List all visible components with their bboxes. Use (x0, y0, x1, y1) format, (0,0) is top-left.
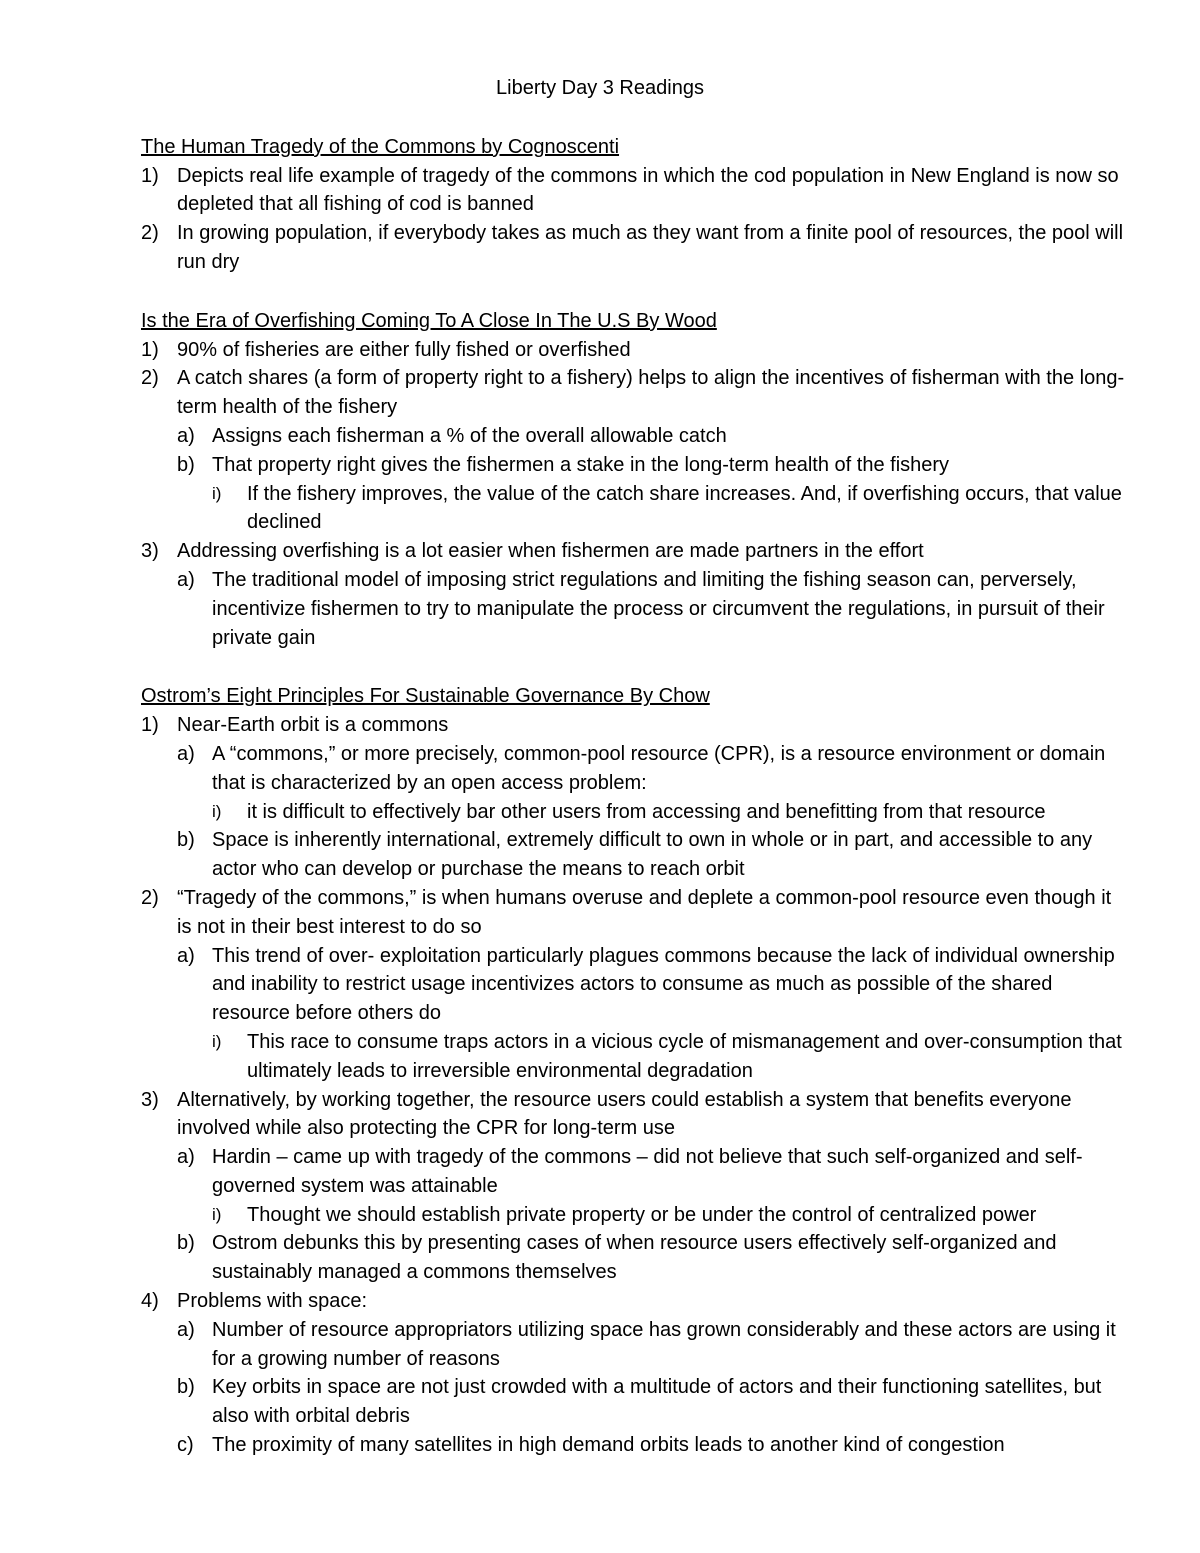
list-item-text: Addressing overfishing is a lot easier when fishermen are made partners in the effort (177, 540, 924, 563)
list-item-marker: 2) (141, 886, 159, 909)
list-item (141, 480, 1130, 538)
list-item-marker: 3) (141, 1088, 159, 1111)
section-1 (141, 133, 1130, 277)
list-item-text: Key orbits in space are not just crowded with a multitude of actors and their functioning satellites, but also with orbital debris (212, 1376, 1102, 1428)
list-item-text: This trend of over- exploitation particularly plagues commons because the lack of individual ownership and inability to restrict usage incentivizes actors to consume as much as possible of the shared resource before others do (212, 944, 1115, 1025)
list-item-text: Depicts real life example of tragedy of the commons in which the cod population in New England is now so depleted that all fishing of cod is banned (177, 164, 1119, 216)
list-item (141, 1086, 1130, 1144)
list-item-marker: i) (212, 483, 222, 503)
list-item-text: Problems with space: (177, 1290, 368, 1313)
section-3 (141, 682, 1130, 1460)
document-body (141, 133, 1130, 1460)
section-heading: Is the Era of Overfishing Coming To A Close In The U.S By Wood (141, 309, 717, 332)
list-item-marker: a) (177, 1318, 195, 1341)
list-item (141, 1373, 1130, 1431)
list-item (141, 219, 1130, 277)
list-item (141, 566, 1130, 652)
list-item (141, 1201, 1130, 1230)
list-item-text: 90% of fisheries are either fully fished or overfished (177, 338, 631, 361)
list-item-marker: i) (212, 801, 222, 821)
list-item (141, 942, 1130, 1028)
list-item-text: it is difficult to effectively bar other users from accessing and benefitting from that resource (247, 800, 1046, 823)
list-item-marker: b) (177, 1232, 195, 1255)
list-item-marker: 1) (141, 714, 159, 737)
list-item-marker: 4) (141, 1290, 159, 1313)
list-item-marker: 2) (141, 222, 159, 245)
list-item (141, 364, 1130, 422)
list-item-text: In growing population, if everybody takes as much as they want from a finite pool of resources, the pool will run dry (177, 222, 1124, 273)
section-heading: Ostrom’s Eight Principles For Sustainable Governance By Chow (141, 685, 710, 708)
list-item-marker: a) (177, 944, 195, 967)
list-item-marker: 1) (141, 338, 159, 361)
list-item-text: That property right gives the fishermen a stake in the long-term health of the fishery (212, 453, 950, 476)
list-item-marker: 3) (141, 540, 159, 563)
list-item (141, 711, 1130, 740)
list-item-text: Space is inherently international, extremely difficult to own in whole or in part, and accessible to any actor who can develop or purchase the means to reach orbit (212, 829, 1093, 881)
list-item-text: Ostrom debunks this by presenting cases of when resource users effectively self-organized and sustainably managed a commons themselves (212, 1232, 1057, 1284)
list-item-marker: i) (212, 1204, 222, 1224)
list-item-marker: b) (177, 1376, 195, 1399)
list-item-text: A “commons,” or more precisely, common-pool resource (CPR), is a resource environment or domain that is characterized by an open access problem: (212, 742, 1106, 794)
list-item-text: Alternatively, by working together, the resource users could establish a system that benefits everyone involved while also protecting the CPR for long-term use (177, 1088, 1072, 1140)
list-item-text: Assigns each fisherman a % of the overall allowable catch (212, 424, 727, 447)
list-item-text: This race to consume traps actors in a vicious cycle of mismanagement and over-consumption that ultimately leads to irreversible environmental degradation (247, 1030, 1122, 1082)
document-title: Liberty Day 3 Readings (496, 77, 704, 99)
list-item-text: If the fishery improves, the value of the catch share increases. And, if overfishing occurs, that value declined (247, 482, 1122, 534)
list-item-marker: c) (177, 1434, 194, 1457)
list-item-text: “Tragedy of the commons,” is when humans overuse and deplete a common-pool resource even though it is not in their best interest to do so (177, 886, 1112, 938)
list-item-text: Hardin – came up with tragedy of the commons – did not believe that such self-organized and self-governed system was attainable (212, 1146, 1083, 1197)
list-item (141, 740, 1130, 798)
list-item-text: Near-Earth orbit is a commons (177, 714, 449, 737)
list-item (141, 162, 1130, 220)
list-item-marker: b) (177, 829, 195, 852)
list-item-text: The proximity of many satellites in high demand orbits leads to another kind of congestion (212, 1434, 1005, 1457)
list-item (141, 336, 1130, 365)
list-item-text: Thought we should establish private property or be under the control of centralized power (247, 1203, 1037, 1226)
list-item-marker: b) (177, 453, 195, 476)
list-item (141, 537, 1130, 566)
list-item-marker: a) (177, 568, 195, 591)
list-item-text: A catch shares (a form of property right to a fishery) helps to align the incentives of fisherman with the long-term health of the fishery (177, 367, 1125, 419)
list-item (141, 1028, 1130, 1086)
list-item (141, 1431, 1130, 1460)
list-item-text: Number of resource appropriators utilizing space has grown considerably and these actors are using it for a growing number of reasons (212, 1318, 1116, 1370)
list-item (141, 1143, 1130, 1201)
list-item (141, 884, 1130, 942)
list-item-marker: 1) (141, 164, 159, 187)
list-item-marker: a) (177, 424, 195, 447)
list-item (141, 422, 1130, 451)
list-item-marker: a) (177, 742, 195, 765)
section-2 (141, 307, 1130, 653)
list-item-marker: i) (212, 1031, 222, 1051)
list-item (141, 826, 1130, 884)
list-item (141, 798, 1130, 827)
list-item (141, 1287, 1130, 1316)
list-item-marker: a) (177, 1146, 195, 1169)
section-heading: The Human Tragedy of the Commons by Cognoscenti (141, 135, 620, 158)
list-item-text: The traditional model of imposing strict regulations and limiting the fishing season can, perversely, incentivize fishermen to try to manipulate the process or circumvent the regulations, in pursuit of their private gain (212, 568, 1105, 649)
list-item-marker: 2) (141, 367, 159, 390)
list-item (141, 1229, 1130, 1287)
list-item (141, 1316, 1130, 1374)
list-item (141, 451, 1130, 480)
